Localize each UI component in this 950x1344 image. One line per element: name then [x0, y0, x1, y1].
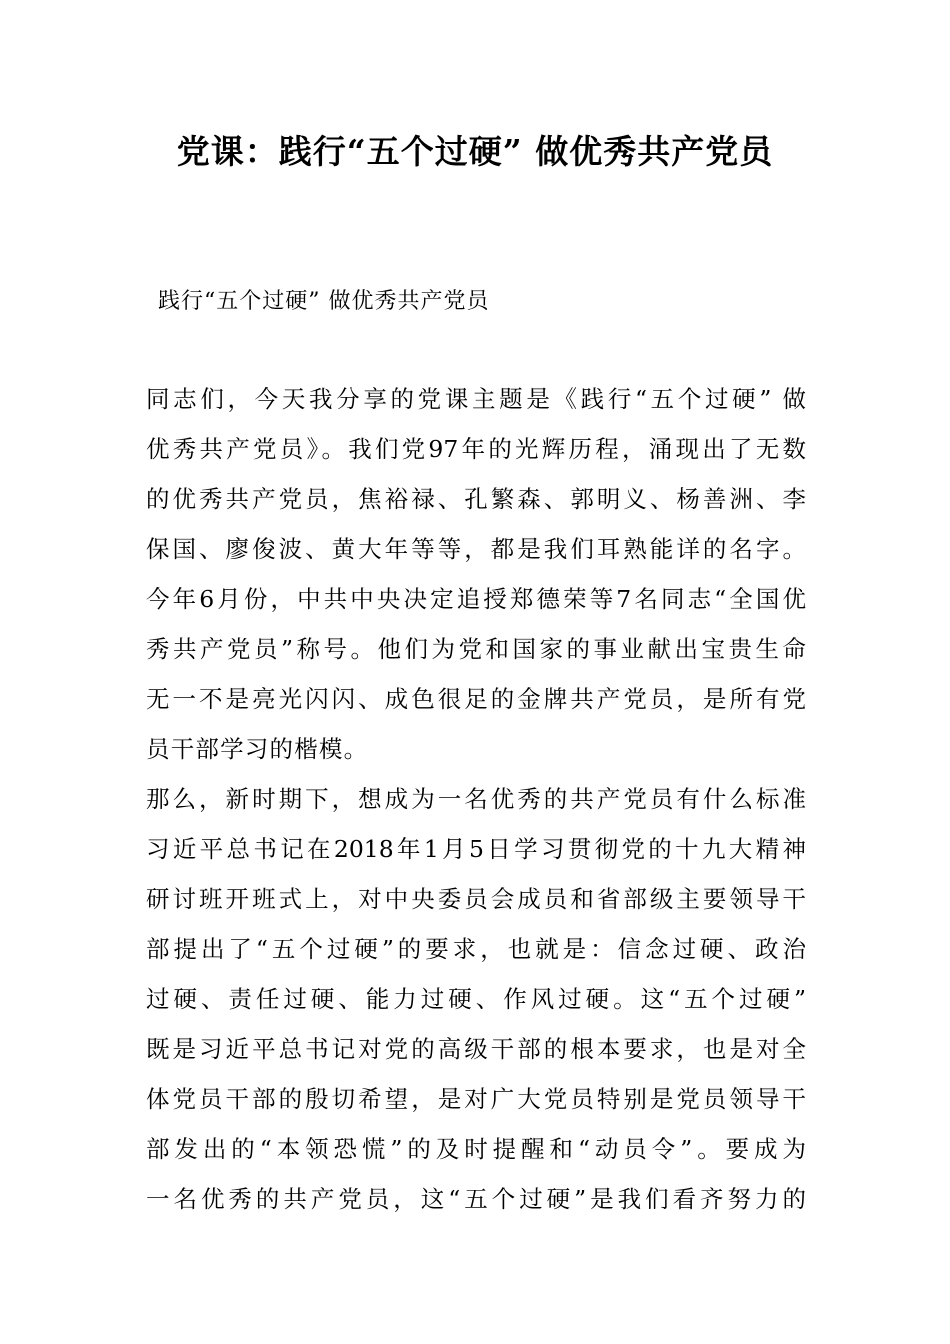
body-line: 研讨班开班式上，对中央委员会成员和省部级主要领导干 [146, 885, 806, 913]
body-line: 体党员干部的殷切希望，是对广大党员特别是党员领导干 [146, 1085, 806, 1113]
body-line: 习近平总书记在2018年1月5日学习贯彻党的十九大精神 [146, 835, 806, 863]
body-line: 既是习近平总书记对党的高级干部的根本要求，也是对全 [146, 1035, 806, 1063]
body-line: 保国、廖俊波、黄大年等等，都是我们耳熟能详的名字。 [146, 535, 806, 563]
body-line: 秀共产党员”称号。他们为党和国家的事业献出宝贵生命 [146, 635, 806, 663]
body-line: 同志们，今天我分享的党课主题是《践行“五个过硬” 做 [146, 385, 806, 413]
body-line: 无一不是亮光闪闪、成色很足的金牌共产党员，是所有党 [146, 685, 806, 713]
body-line: 的优秀共产党员，焦裕禄、孔繁森、郭明义、杨善洲、李 [146, 485, 806, 513]
body-line: 过硬、责任过硬、能力过硬、作风过硬。这“五个过硬” [146, 985, 806, 1013]
body-line: 那么，新时期下，想成为一名优秀的共产党员有什么标准 [146, 785, 806, 813]
body-line: 一名优秀的共产党员，这“五个过硬”是我们看齐努力的 [146, 1185, 806, 1213]
body-line: 员干部学习的楷模。 [146, 735, 369, 763]
body-line: 部提出了“五个过硬”的要求，也就是：信念过硬、政治 [146, 935, 806, 963]
body-line: 部发出的“本领恐慌”的及时提醒和“动员令”。要成为 [146, 1135, 806, 1163]
body-line: 今年6月份，中共中央决定追授郑德荣等7名同志“全国优 [146, 585, 806, 613]
document-subtitle: 践行“五个过硬” 做优秀共产党员 [158, 289, 490, 314]
body-line: 优秀共产党员》。我们党97年的光辉历程，涌现出了无数 [146, 435, 806, 463]
document-title: 党课：践行“五个过硬” 做优秀共产党员 [176, 132, 774, 171]
